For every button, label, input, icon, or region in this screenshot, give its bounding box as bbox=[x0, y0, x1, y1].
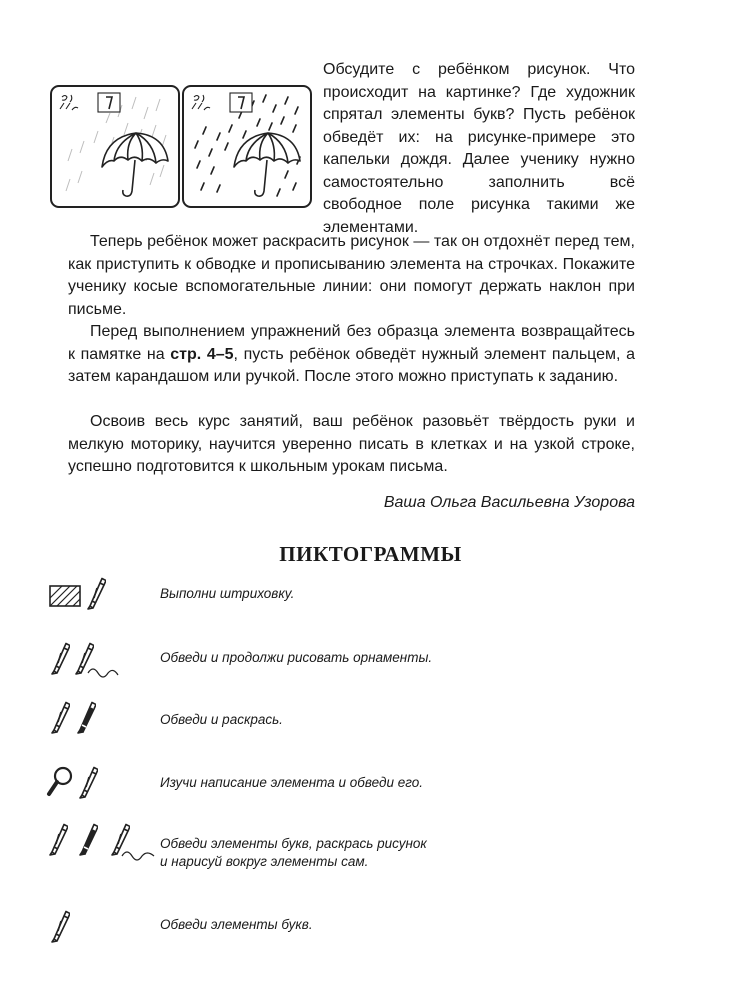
wavy-line-icon bbox=[88, 669, 118, 677]
pencil-icon bbox=[52, 703, 70, 734]
paragraph-memo bbox=[68, 321, 635, 389]
paragraph-course: Освоив весь курс занятий, ваш ребёнок разовьёт твёрдость руки и мелкую моторику, научится уверенно писать в клетках и на узкой строке, успешно подготовится к школьным урокам письма. bbox=[68, 413, 635, 475]
black-pencil-icon bbox=[78, 703, 96, 734]
example-picture-filled bbox=[182, 85, 312, 208]
paragraph-coloring: Теперь ребёнок может раскрасить рисунок — так он отдохнёт перед тем, как приступить к обводке и прописыванию элемента на строчках. Покажите ученику косые вспомогательные линии: они помогут держать наклон при письме. bbox=[68, 233, 635, 318]
pencil-icon bbox=[52, 912, 70, 943]
magnifier-pencil-icon bbox=[46, 764, 110, 800]
example-picture bbox=[50, 85, 180, 208]
rain-umbrella-drawing bbox=[52, 87, 178, 206]
legend-text-ornaments: Обведи и продолжи рисовать орнаменты. bbox=[160, 650, 433, 665]
pencil-icon bbox=[50, 825, 68, 856]
pencil-icon bbox=[52, 644, 70, 675]
legend-row-elements-draw bbox=[46, 822, 158, 864]
hatching-square-icon bbox=[48, 576, 118, 610]
legend-row-elements bbox=[48, 909, 78, 945]
wavy-line-icon bbox=[122, 852, 154, 860]
legend-text-coloring: Обведи и раскрась. bbox=[160, 712, 283, 727]
pencil-single-icon bbox=[48, 909, 78, 945]
black-pencil-icon bbox=[80, 825, 98, 856]
legend-text-elements-draw-2: и нарисуй вокруг элементы сам. bbox=[160, 854, 369, 869]
pencil-icon bbox=[112, 825, 130, 856]
legend-text-study: Изучи написание элемента и обведи его. bbox=[160, 775, 423, 790]
pencils-wave-icon-2 bbox=[46, 822, 158, 864]
legend-row-coloring bbox=[48, 700, 108, 736]
paragraph-memo-text: Перед выполнением упражнений без образца элемента возвращайтесь к памятке на bbox=[68, 323, 635, 363]
paragraph-memo-text-end: , пусть ребёнок обведёт нужный элемент пальцем, а затем карандашом или ручкой. После этого можно приступать к заданию. bbox=[68, 345, 636, 385]
legend-row-ornaments bbox=[48, 641, 128, 681]
intro-paragraph: Обсудите с ребёнком рисунок. Что происходит на картинке? Где художник спрятал элементы букв? Пусть ребёнок обведёт их: на рисунке-примере это капельки дождя. Далее ученику нужно самостоятельно заполнить всё свободное поле рисунка такими же элементами. bbox=[323, 61, 635, 236]
pencils-icon bbox=[48, 700, 108, 736]
rain-umbrella-drawing-filled bbox=[184, 87, 310, 206]
section-heading: ПИКТОГРАММЫ bbox=[279, 542, 462, 566]
author-signature: Ваша Ольга Васильевна Узорова bbox=[383, 494, 635, 511]
magnifier-icon bbox=[49, 768, 71, 794]
pencils-wave-icon bbox=[48, 641, 128, 681]
page-reference: стр. 4–5 bbox=[170, 345, 234, 363]
pencil-icon bbox=[80, 768, 98, 799]
legend-text-hatching: Выполни штриховку. bbox=[160, 586, 295, 601]
pencil-icon bbox=[88, 579, 106, 610]
legend-text-elements-draw-1: Обведи элементы букв, раскрась рисунок bbox=[160, 836, 427, 851]
legend-row-study bbox=[46, 764, 110, 800]
legend-row-hatching bbox=[48, 576, 118, 610]
legend-text-elements: Обведи элементы букв. bbox=[160, 917, 313, 932]
